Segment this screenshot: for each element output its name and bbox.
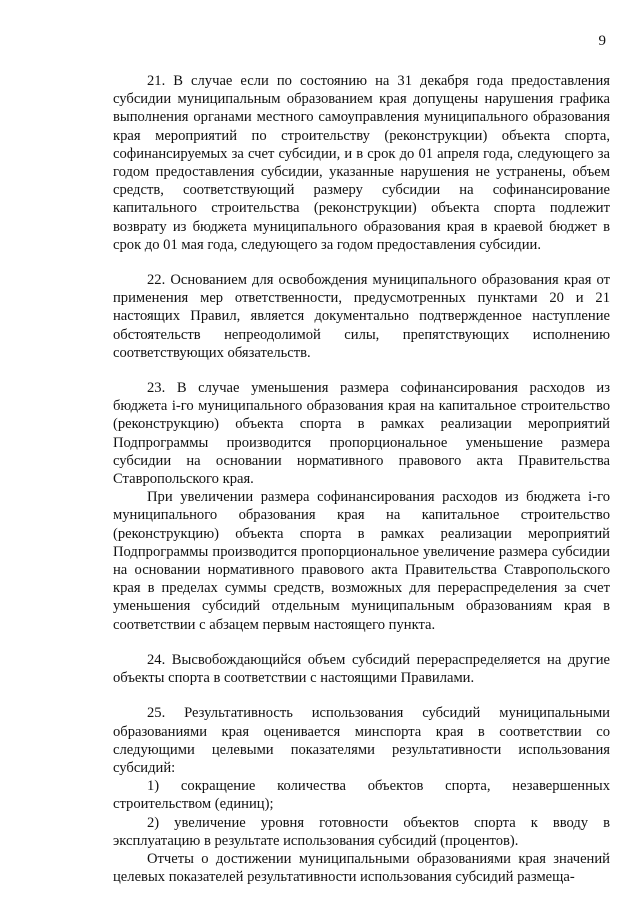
list-item-1: 1) сокращение количества объектов спорта, незавершенных строительством (единиц); [113, 778, 610, 813]
paragraph-reports: Отчеты о достижении муниципальными образованиями края значений целевых показателей результативности использования субсидий размеща- [113, 850, 610, 886]
paragraph-22: 22. Основанием для освобождения муниципального образования края от применения мер ответственности, предусмотренных пунктами 20 и 21 настоящих Правил, является документально подтвержденное наступление обстоятельств непреодолимой силы, препятствующих исполнению соответствующих обязательств. [113, 272, 610, 361]
page-number: 9 [598, 33, 606, 49]
paragraph-24: 24. Высвобождающийся объем субсидий перераспределяется на другие объекты спорта в соответствии с настоящими Правилами. [113, 651, 610, 687]
paragraph-25: 25. Результативность использования субсидий муниципальными образованиями края оценивается минспорта края в соответствии со следующими целевыми показателями результативности использования субсидий: [113, 705, 610, 776]
list-item-2: 2) увеличение уровня готовности объектов спорта к вводу в эксплуатацию в результате использования субсидий (процентов). [113, 814, 610, 849]
paragraph-23-continued: При увеличении размера софинансирования расходов из бюджета i-го муниципального образования края на капитальное строительство (реконструкцию) объекта спорта в рамках реализации мероприятий Подпрограммы производится пропорциональное увеличение размера субсидии на основании нормативного правового акта Правительства Ставропольского края в пределах суммы средств, возможных для перераспределения за счет уменьшения субсидий отдельным муниципальным образованиям края в соответствии с абзацем первым настоящего пункта. [113, 489, 610, 633]
paragraph-21: 21. В случае если по состоянию на 31 декабря года предоставления субсидии муниципальным образованием края допущены нарушения графика выполнения органами местного самоуправления муниципального образования края мероприятий по строительству (реконструкции) объекта спорта, софинансируемых за счет субсидии, и в срок до 01 апреля года, следующего за годом предоставления субсидии, указанные нарушения не устранены, объем средств, соответствующий размеру субсидии на софинансирование капитального строительства (реконструкции) объекта спорта подлежит возврату из бюджета муниципального образования края в краевой бюджет в срок до 01 мая года, следующего за годом предоставления субсидии. [113, 73, 610, 253]
document-body [113, 72, 610, 886]
paragraph-23: 23. В случае уменьшения размера софинансирования расходов из бюджета i-го муниципального образования края на капитальное строительство (реконструкцию) объекта спорта в рамках реализации мероприятий Подпрограммы производится пропорциональное уменьшение размера субсидии на основании нормативного правового акта Правительства Ставропольского края. [113, 380, 610, 488]
